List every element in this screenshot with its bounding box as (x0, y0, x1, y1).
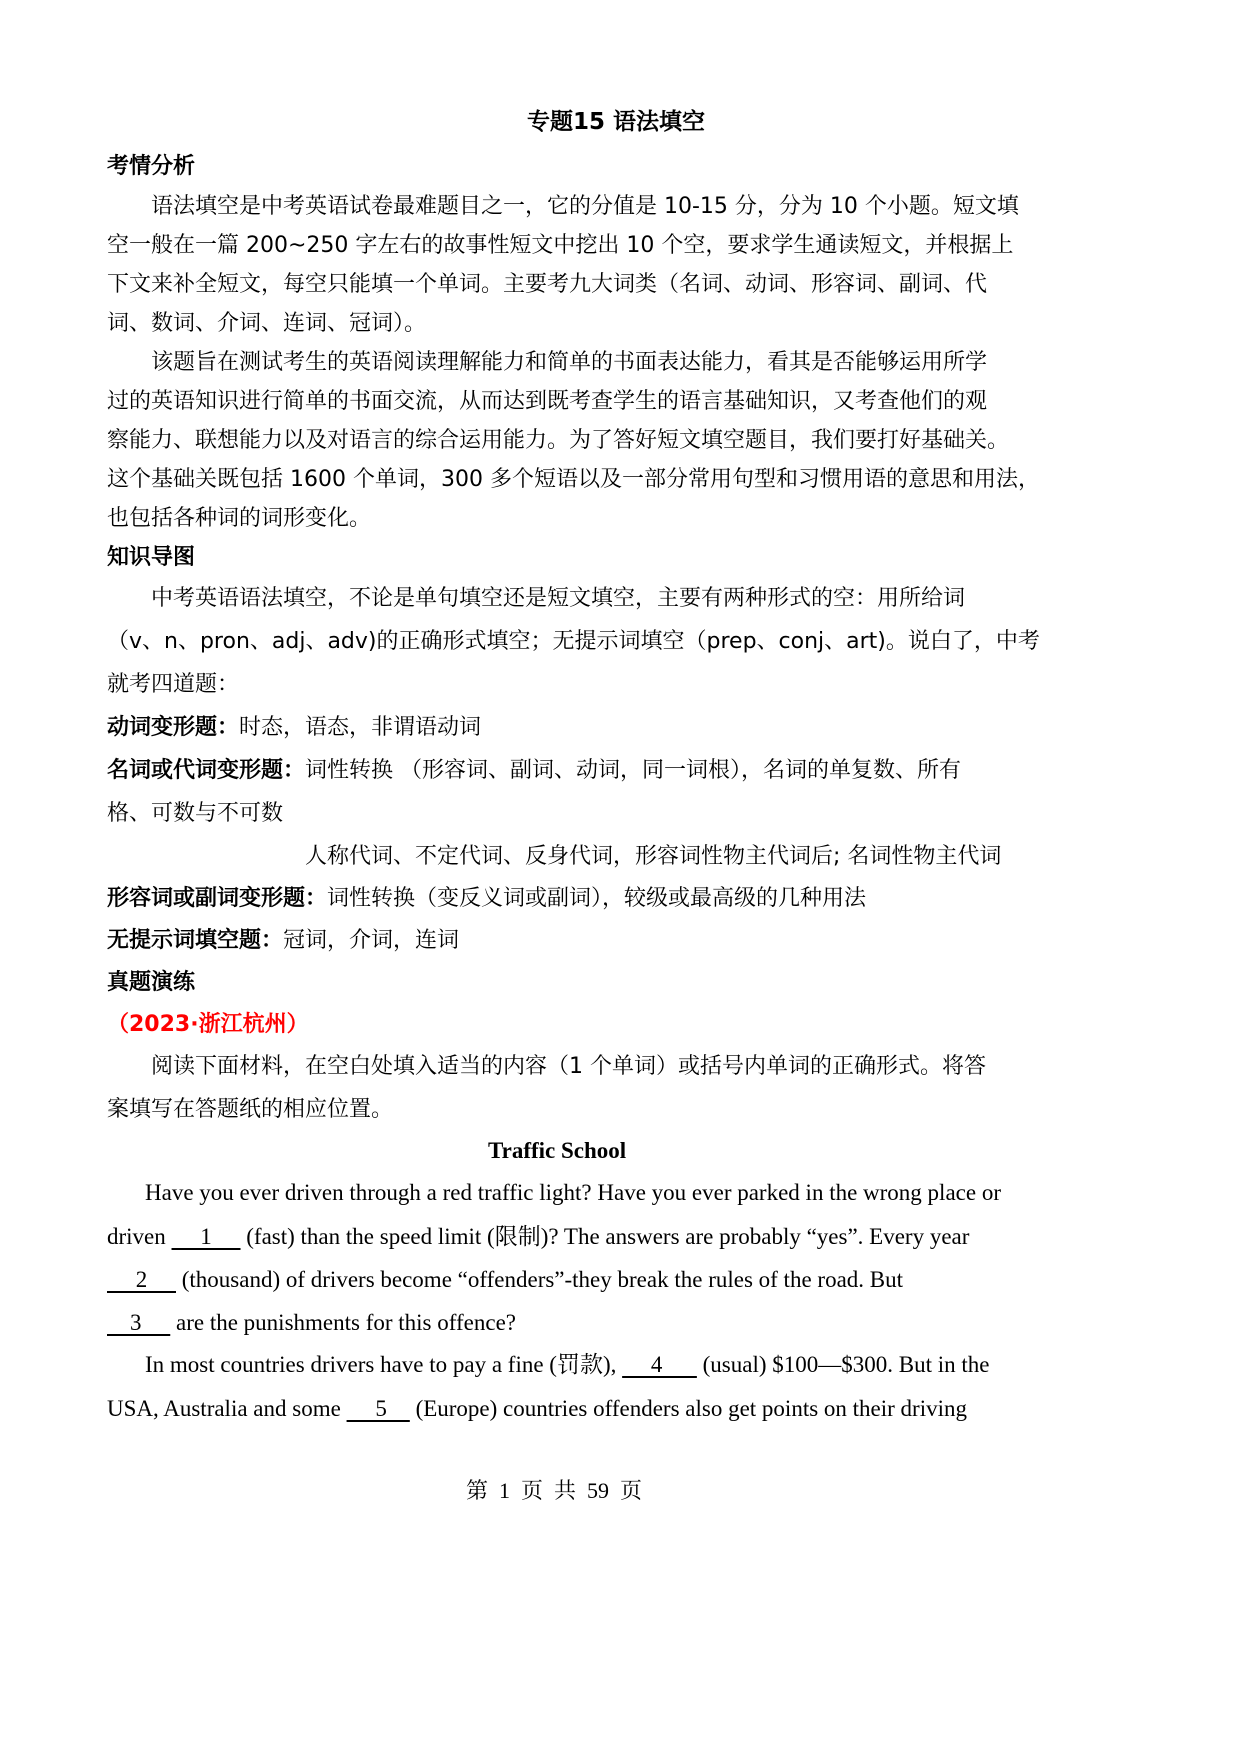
passage-title: Traffic School (488, 1138, 627, 1163)
analysis-p2-line5: 也包括各种词的词形变化。 (107, 506, 372, 531)
section-heading-analysis: 考情分析 (107, 154, 196, 179)
section-heading-practice: 真题演练 (107, 970, 196, 995)
analysis-p2-line4: 这个基础关既包括 1600 个单词，300 多个短语以及一部分常用句型和习惯用语的意思和用法， (107, 467, 1040, 492)
item-text: 词性转换（变反义词或副词），较级或最高级的几种用法 (327, 886, 867, 911)
analysis-p1-line3: 下文来补全短文，每空只能填一个单词。主要考九大词类（名词、动词、形容词、副词、代 (107, 272, 988, 297)
section-heading-mindmap: 知识导图 (107, 545, 196, 570)
blank-1[interactable]: 1 (171, 1224, 241, 1249)
instruction-line2: 案填写在答题纸的相应位置。 (107, 1097, 394, 1122)
instruction-line1: 阅读下面材料，在空白处填入适当的内容（1 个单词）或括号内单词的正确形式。将答 (151, 1054, 986, 1079)
item-label: 名词或代词变形题： (107, 758, 306, 783)
item-text: 时态，语态，非谓语动词 (239, 715, 482, 740)
passage-text: (fast) than the speed limit (限制)? The answers are probably “yes”. Every year (240, 1224, 970, 1249)
analysis-p1-line1: 语法填空是中考英语试卷最难题目之一，它的分值是 10-15 分，分为 10 个小题。短文填 (151, 194, 1019, 219)
item-text: 词性转换 （形容词、副词、动词，同一词根），名词的单复数、所有 (305, 758, 962, 783)
mindmap-item-continuation: 格、可数与不可数 (107, 801, 284, 826)
passage-text: In most countries drivers have to pay a fine (罚款), (145, 1352, 623, 1377)
page-title: 专题15 语法填空 (527, 109, 706, 135)
exam-source: （2023·浙江杭州） (107, 1012, 309, 1037)
passage-line5 (145, 1350, 989, 1380)
passage-text: (thousand) of drivers become “offenders”-they break the rules of the road. But (176, 1267, 904, 1292)
mindmap-intro-line2: （v、n、pron、adj、adv)的正确形式填空；无提示词填空（prep、conj、art)。说白了，中考 (107, 629, 1040, 654)
analysis-p2-line2: 过的英语知识进行简单的书面交流，从而达到既考查学生的语言基础知识，又考查他们的观 (107, 389, 988, 414)
item-label: 形容词或副词变形题： (107, 886, 328, 911)
blank-4[interactable]: 4 (622, 1352, 697, 1377)
analysis-p2-line1: 该题旨在测试考生的英语阅读理解能力和简单的书面表达能力，看其是否能够运用所学 (151, 350, 988, 375)
passage-line1: Have you ever driven through a red traffic light? Have you ever parked in the wrong place or (145, 1180, 1001, 1205)
mindmap-item-adj-adv (107, 884, 866, 914)
blank-3[interactable]: 3 (107, 1310, 171, 1335)
passage-text: USA, Australia and some (107, 1396, 347, 1421)
item-label: 无提示词填空题： (107, 928, 284, 953)
passage-text: (usual) $100—$300. But in the (696, 1352, 990, 1377)
mindmap-item-verb (107, 713, 481, 743)
passage-line6 (107, 1394, 967, 1424)
mindmap-item-pronoun-types: 人称代词、不定代词、反身代词，形容词性物主代词后; 名词性物主代词 (305, 844, 1002, 869)
mindmap-item-noun-pronoun (107, 756, 961, 786)
mindmap-intro-line3: 就考四道题： (107, 672, 240, 697)
passage-text: (Europe) countries offenders also get points on their driving (409, 1396, 968, 1421)
mindmap-intro-line1: 中考英语语法填空，不论是单句填空还是短文填空，主要有两种形式的空：用所给词 (151, 586, 966, 611)
page-footer: 第 1 页 共 59 页 (466, 1478, 643, 1503)
blank-2[interactable]: 2 (107, 1267, 176, 1292)
analysis-p1-line2: 空一般在一篇 200~250 字左右的故事性短文中挖出 10 个空，要求学生通读短文，并根据上 (107, 233, 1014, 258)
blank-5[interactable]: 5 (346, 1396, 410, 1421)
passage-text: driven (107, 1224, 172, 1249)
passage-line4 (107, 1308, 516, 1338)
item-text: 冠词，介词，连词 (283, 928, 460, 953)
passage-line3 (107, 1265, 903, 1295)
mindmap-item-no-hint (107, 926, 459, 956)
analysis-p1-line4: 词、数词、介词、连词、冠词）。 (107, 311, 427, 336)
item-label: 动词变形题： (107, 715, 240, 740)
passage-text: are the punishments for this offence? (170, 1310, 516, 1335)
passage-line2 (107, 1222, 969, 1252)
analysis-p2-line3: 察能力、联想能力以及对语言的综合运用能力。为了答好短文填空题目，我们要打好基础关。 (107, 428, 1010, 453)
